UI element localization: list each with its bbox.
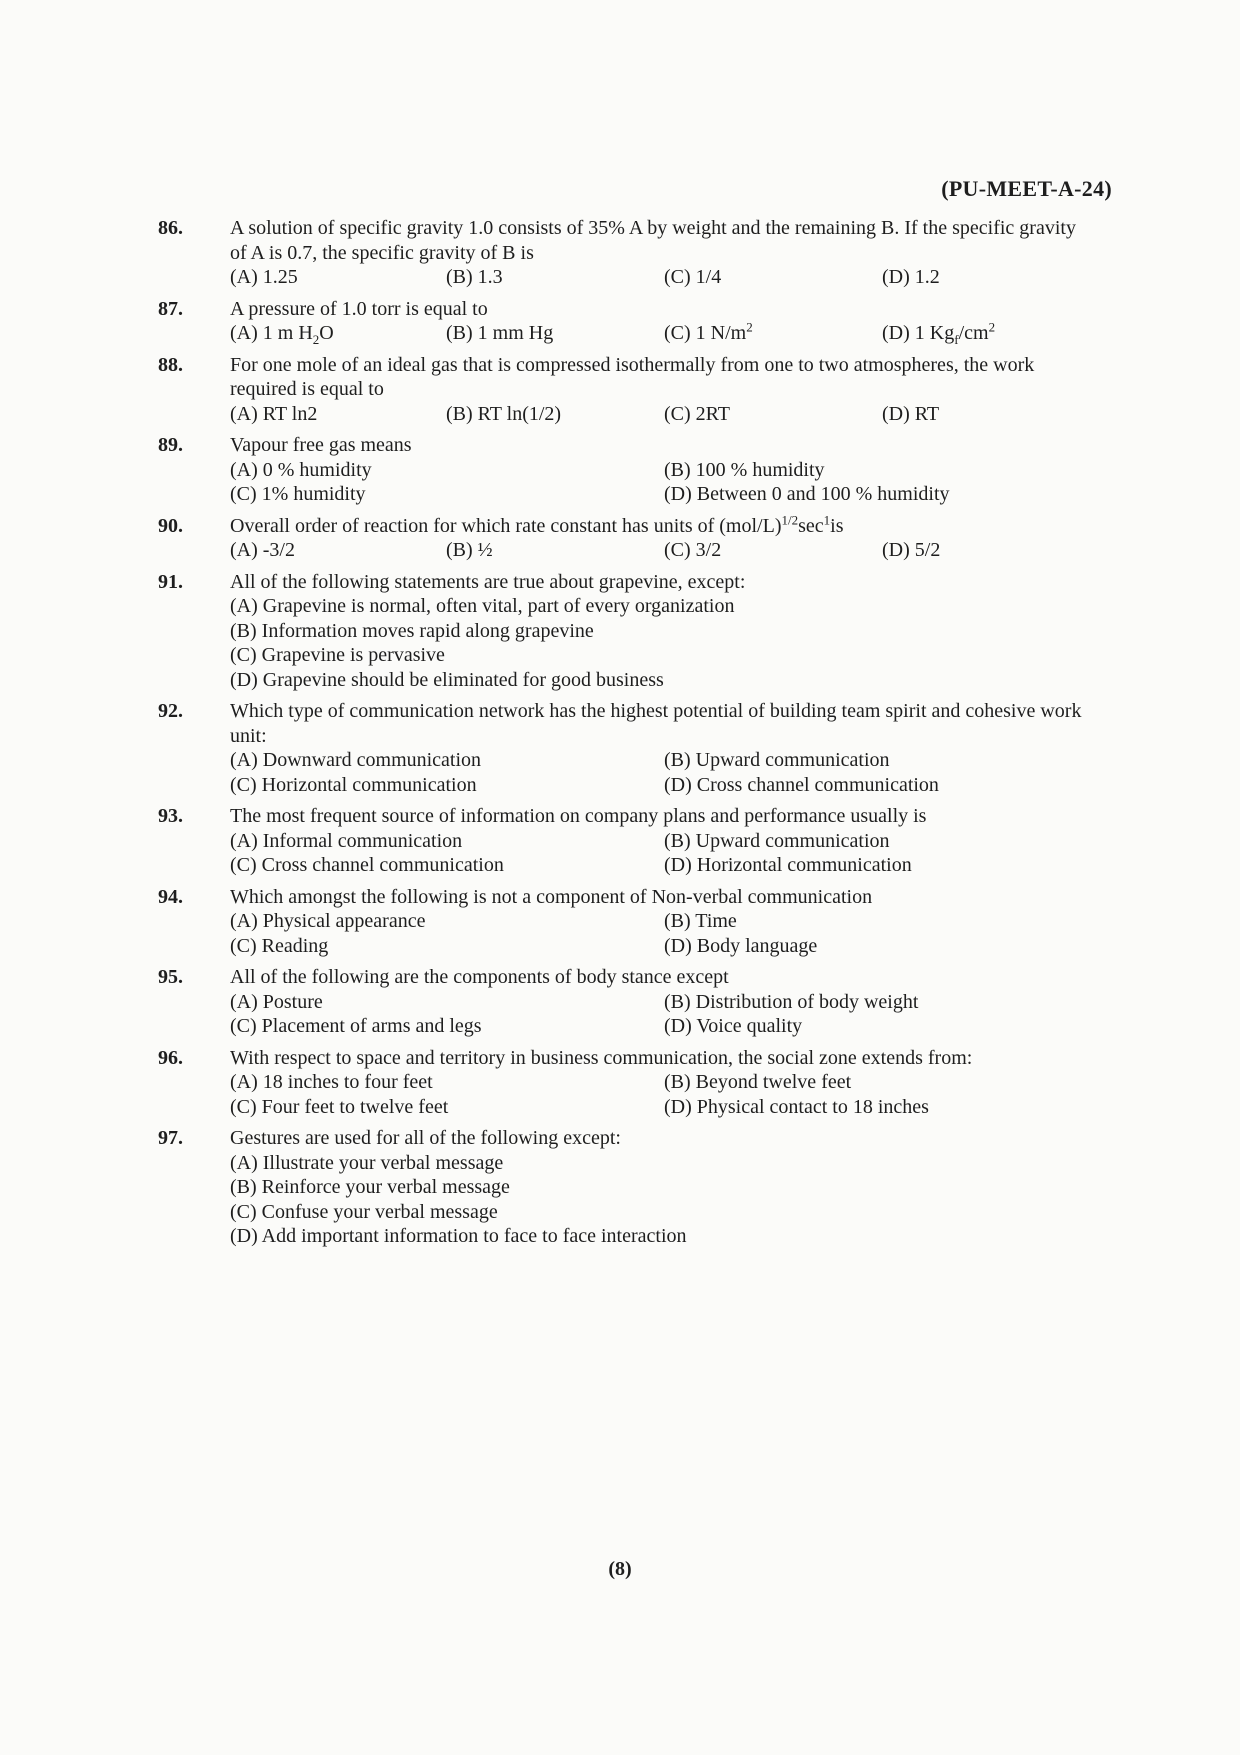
question-text: For one mole of an ideal gas that is compressed isothermally from one to two atmospheres, the work required is equal to: [230, 353, 1035, 400]
option-c: (C) 1/4: [664, 266, 722, 288]
question-89: [158, 433, 1088, 507]
question-text: Which type of communication network has the highest potential of building team spirit and cohesive work unit:: [230, 700, 1082, 747]
options-grid: [230, 990, 1088, 1039]
question-number: 96.: [158, 1046, 183, 1069]
option-c: (C) Reading: [230, 934, 329, 957]
question-88: [158, 353, 1088, 427]
option-d-sup: 2: [988, 319, 996, 335]
options-grid: [230, 909, 1088, 958]
question-text: The most frequent source of information on company plans and performance usually is: [230, 805, 927, 827]
option-b: (B) Time: [664, 910, 737, 932]
question-number: 97.: [158, 1127, 183, 1149]
question-text: Gestures are used for all of the following except:: [230, 1127, 621, 1149]
option-a: (A) Illustrate your verbal message: [230, 1151, 504, 1174]
option-c: (C) 1% humidity: [230, 483, 366, 505]
question-text: A solution of specific gravity 1.0 consists of 35% A by weight and the remaining B. If the specific gravity of A is 0.7, the specific gravity of B is: [230, 217, 1076, 264]
option-a: (A) 1.25: [230, 266, 298, 288]
question-90: [158, 511, 1088, 563]
option-b: (B) Information moves rapid along grapevine: [230, 619, 594, 642]
page-header-code: (PU-MEET-A-24): [941, 176, 1112, 201]
question-number: 91.: [158, 570, 183, 593]
question-94: [158, 885, 1088, 959]
question-text: Which amongst the following is not a component of Non-verbal communication: [230, 885, 873, 908]
option-b: (B) ½: [446, 539, 493, 561]
option-b: (B) 100 % humidity: [664, 458, 825, 481]
option-a: (A) 18 inches to four feet: [230, 1071, 433, 1093]
option-b: (B) Beyond twelve feet: [664, 1071, 852, 1093]
option-d: (D) 1.2: [882, 266, 940, 288]
option-d: (D) 5/2: [882, 539, 941, 561]
options-list: [230, 594, 1088, 692]
option-d: (D) RT: [882, 402, 940, 425]
question-number: 88.: [158, 353, 183, 376]
option-a: (A) Grapevine is normal, often vital, part of every organization: [230, 595, 735, 617]
option-a: (A) Informal communication: [230, 829, 463, 852]
option-c: (C) Placement of arms and legs: [230, 1015, 482, 1037]
question-86: [158, 216, 1088, 290]
option-d-text: (D) 1 Kg: [882, 322, 955, 344]
question-number: 95.: [158, 966, 183, 988]
option-d: (D) Cross channel communication: [664, 773, 939, 796]
option-d: [882, 321, 1082, 346]
question-number: 92.: [158, 700, 183, 722]
option-d: (D) Physical contact to 18 inches: [664, 1095, 929, 1118]
option-c: [664, 321, 882, 346]
option-d-sub: f: [954, 332, 959, 347]
question-95: [158, 965, 1088, 1039]
option-b: (B) 1 mm Hg: [446, 322, 554, 344]
question-93: [158, 804, 1088, 878]
option-b: (B) Upward communication: [664, 829, 890, 852]
question-96: [158, 1046, 1088, 1120]
option-d: (D) Voice quality: [664, 1015, 803, 1037]
question-text-mid: sec: [798, 514, 824, 537]
options-grid: [230, 1070, 1088, 1119]
options-row: [230, 538, 1088, 563]
option-c: (C) 3/2: [664, 539, 722, 561]
question-number: 93.: [158, 805, 183, 827]
question-text-sup: 1/2: [781, 511, 799, 527]
question-text: A pressure of 1.0 torr is equal to: [230, 297, 488, 320]
option-c-text: (C) 1 N/m: [664, 322, 747, 344]
question-number: 94.: [158, 885, 183, 908]
option-b: (B) Distribution of body weight: [664, 990, 919, 1013]
question-text: All of the following statements are true about grapevine, except:: [230, 570, 746, 593]
question-text-end: is: [830, 514, 844, 537]
option-a: (A) Physical appearance: [230, 910, 426, 932]
options-grid: [230, 748, 1088, 797]
options-grid: [230, 458, 1088, 507]
option-a: (A) Downward communication: [230, 749, 482, 771]
question-text: All of the following are the components of body stance except: [230, 966, 729, 988]
options-grid: [230, 829, 1088, 878]
question-text: Vapour free gas means: [230, 434, 412, 456]
option-a: (A) -3/2: [230, 539, 295, 561]
option-b: (B) Upward communication: [664, 749, 890, 771]
option-c: (C) Confuse your verbal message: [230, 1200, 498, 1223]
option-d: (D) Grapevine should be eliminated for good business: [230, 668, 664, 691]
question-number: 90.: [158, 514, 183, 537]
option-a: (A) 0 % humidity: [230, 458, 372, 481]
question-number: 89.: [158, 434, 183, 456]
option-d-text-mid: /cm: [958, 322, 989, 344]
options-row: [230, 265, 1088, 290]
question-number: 86.: [158, 217, 183, 239]
options-list: [230, 1151, 1088, 1249]
option-d: (D) Between 0 and 100 % humidity: [664, 483, 950, 505]
option-a-sub: 2: [312, 332, 320, 347]
question-91: [158, 570, 1088, 693]
option-b: (B) Reinforce your verbal message: [230, 1176, 510, 1198]
question-number: 87.: [158, 297, 183, 320]
option-b: (B) 1.3: [446, 266, 503, 288]
option-a-text-end: O: [319, 322, 334, 344]
question-list: [158, 216, 1088, 1256]
option-c: (C) Horizontal communication: [230, 773, 477, 796]
question-87: [158, 297, 1088, 346]
option-c: (C) Four feet to twelve feet: [230, 1095, 449, 1118]
question-text-sup: 1: [823, 511, 831, 527]
option-d: (D) Add important information to face to face interaction: [230, 1225, 687, 1247]
option-c: (C) Grapevine is pervasive: [230, 644, 445, 666]
option-d: (D) Horizontal communication: [664, 854, 912, 876]
question-text: With respect to space and territory in business communication, the social zone extends from:: [230, 1046, 973, 1069]
option-a: (A) RT ln2: [230, 402, 318, 425]
page-number: (8): [608, 1558, 632, 1580]
question-97: [158, 1126, 1088, 1249]
option-c-sup: 2: [746, 319, 753, 335]
options-row: [230, 321, 1088, 346]
option-a: (A) Posture: [230, 990, 323, 1013]
question-92: [158, 699, 1088, 797]
options-row: [230, 402, 1088, 427]
option-c: (C) Cross channel communication: [230, 854, 504, 876]
question-text: [230, 511, 1088, 539]
option-d: (D) Body language: [664, 934, 818, 957]
question-text-main: Overall order of reaction for which rate constant has units of (mol/L): [230, 514, 782, 537]
option-a-text: (A) 1 m H: [230, 322, 313, 344]
option-c: (C) 2RT: [664, 402, 731, 425]
option-a: [230, 321, 446, 346]
option-b: (B) RT ln(1/2): [446, 402, 562, 425]
